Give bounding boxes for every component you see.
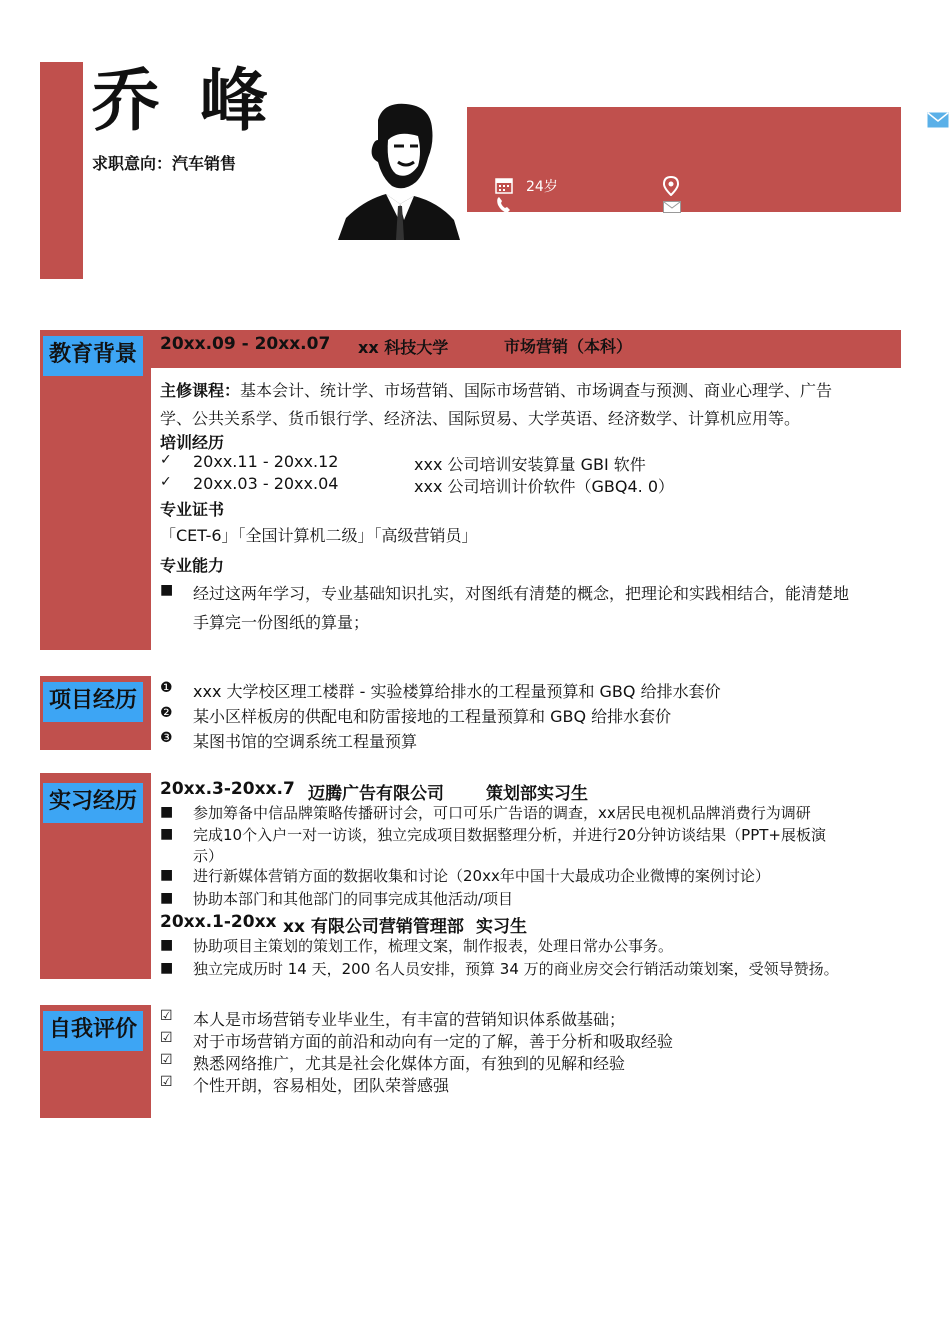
header-left-bar xyxy=(40,62,83,279)
square-bullet-icon: ■ xyxy=(160,890,174,906)
job2-item: 协助项目主策划的策划工作，梳理文案，制作报表，处理日常办公事务。 xyxy=(193,937,674,955)
square-bullet-icon: ■ xyxy=(160,867,174,883)
job2-role: 实习生 xyxy=(476,917,527,937)
internship-label: 实习经历 xyxy=(43,783,143,823)
ability-line1: 经过这两年学习，专业基础知识扎实，对图纸有清楚的概念，把理论和实践相结合，能清楚地 xyxy=(193,584,850,603)
courses-label: 主修课程： xyxy=(160,381,241,400)
checkbox-icon: ☑ xyxy=(160,1008,173,1024)
job2-period: 20xx.1-20xx xyxy=(160,912,277,932)
training-label: 培训经历 xyxy=(160,433,225,452)
self-eval-label: 自我评价 xyxy=(43,1011,143,1051)
education-major: 市场营销（本科） xyxy=(504,337,633,356)
job-intent xyxy=(92,151,236,174)
self-eval-item: 个性开朗，容易相处，团队荣誉感强 xyxy=(193,1076,450,1095)
checkbox-icon: ☑ xyxy=(160,1030,173,1046)
check-icon: ✓ xyxy=(160,452,172,468)
self-eval-item: 对于市场营销方面的前沿和动向有一定的了解，善于分析和吸取经验 xyxy=(193,1032,674,1051)
courses-text: 基本会计、统计学、市场营销、国际市场营销、市场调查与预测、商业心理学、广告 xyxy=(240,381,833,400)
checkbox-icon: ☑ xyxy=(160,1052,173,1068)
phone-icon xyxy=(495,196,513,214)
job1-item: 进行新媒体营销方面的数据收集和讨论（20xx年中国十大最成功企业微博的案例讨论） xyxy=(193,867,770,885)
job1-item-cont: 示） xyxy=(193,847,224,865)
number-2-icon: ❷ xyxy=(160,705,173,721)
education-label: 教育背景 xyxy=(43,336,143,376)
square-bullet-icon: ■ xyxy=(160,960,174,976)
training-period: 20xx.03 - 20xx.04 xyxy=(193,474,339,493)
square-bullet-icon: ■ xyxy=(160,937,174,953)
cert-label: 专业证书 xyxy=(160,500,225,519)
checkbox-icon: ☑ xyxy=(160,1074,173,1090)
job1-item: 完成10个入户一对一访谈，独立完成项目数据整理分析，并进行20分钟访谈结果（PPT+展板演 xyxy=(193,826,826,844)
training-desc: xxx 公司培训计价软件（GBQ4. 0） xyxy=(414,477,674,496)
job1-item: 参加筹备中信品牌策略传播研讨会，可口可乐广告语的调查，xx居民电视机品牌消费行为调研 xyxy=(193,804,811,822)
job-intent-value: 汽车销售 xyxy=(172,154,237,173)
envelope-icon[interactable] xyxy=(927,112,949,128)
education-period: 20xx.09 - 20xx.07 xyxy=(160,334,331,354)
square-bullet-icon: ■ xyxy=(160,826,174,842)
cert-list: 「CET-6」「全国计算机二级」「高级营销员」 xyxy=(160,526,478,545)
check-icon: ✓ xyxy=(160,474,172,490)
calendar-icon xyxy=(495,176,513,194)
ability-line2: 手算完一份图纸的算量； xyxy=(193,613,370,632)
location-icon xyxy=(662,176,680,196)
number-3-icon: ❸ xyxy=(160,730,173,746)
projects-label: 项目经历 xyxy=(43,682,143,722)
project-item: 某图书馆的空调系统工程量预算 xyxy=(193,732,418,751)
project-item: xxx 大学校区理工楼群 - 实验楼算给排水的工程量预算和 GBQ 给排水套价 xyxy=(193,682,721,701)
contact-bar xyxy=(467,107,901,212)
education-school: xx 科技大学 xyxy=(358,338,449,357)
self-eval-item: 熟悉网络推广，尤其是社会化媒体方面，有独到的见解和经验 xyxy=(193,1054,626,1073)
age-text: 24岁 xyxy=(526,179,558,195)
square-bullet-icon: ■ xyxy=(160,804,174,820)
square-bullet-icon: ■ xyxy=(160,582,174,598)
training-desc: xxx 公司培训安装算量 GBI 软件 xyxy=(414,455,646,474)
education-left-bar xyxy=(40,330,151,650)
courses-line2: 学、公共关系学、货币银行学、经济法、国际贸易、大学英语、经济数学、计算机应用等。 xyxy=(160,409,801,428)
job1-role: 策划部实习生 xyxy=(486,784,588,804)
self-eval-item: 本人是市场营销专业毕业生，有丰富的营销知识体系做基础； xyxy=(193,1010,626,1029)
candidate-name: 乔 峰 xyxy=(92,62,276,141)
job2-item: 独立完成历时 14 天，200 名人员安排，预算 34 万的商业房交会行销活动策划案，受领导赞扬。 xyxy=(193,960,839,978)
courses-line1 xyxy=(160,378,832,401)
number-1-icon: ❶ xyxy=(160,680,173,696)
job1-period: 20xx.3-20xx.7 xyxy=(160,779,295,799)
training-period: 20xx.11 - 20xx.12 xyxy=(193,452,339,471)
mail-icon xyxy=(663,198,681,210)
job1-item: 协助本部门和其他部门的同事完成其他活动/项目 xyxy=(193,890,514,908)
job1-company: 迈腾广告有限公司 xyxy=(308,784,444,804)
portrait-photo xyxy=(338,100,460,240)
ability-label: 专业能力 xyxy=(160,556,225,575)
project-item: 某小区样板房的供配电和防雷接地的工程量预算和 GBQ 给排水套价 xyxy=(193,707,672,726)
job2-company: xx 有限公司营销管理部 xyxy=(283,917,464,937)
job-intent-label: 求职意向： xyxy=(92,154,173,173)
